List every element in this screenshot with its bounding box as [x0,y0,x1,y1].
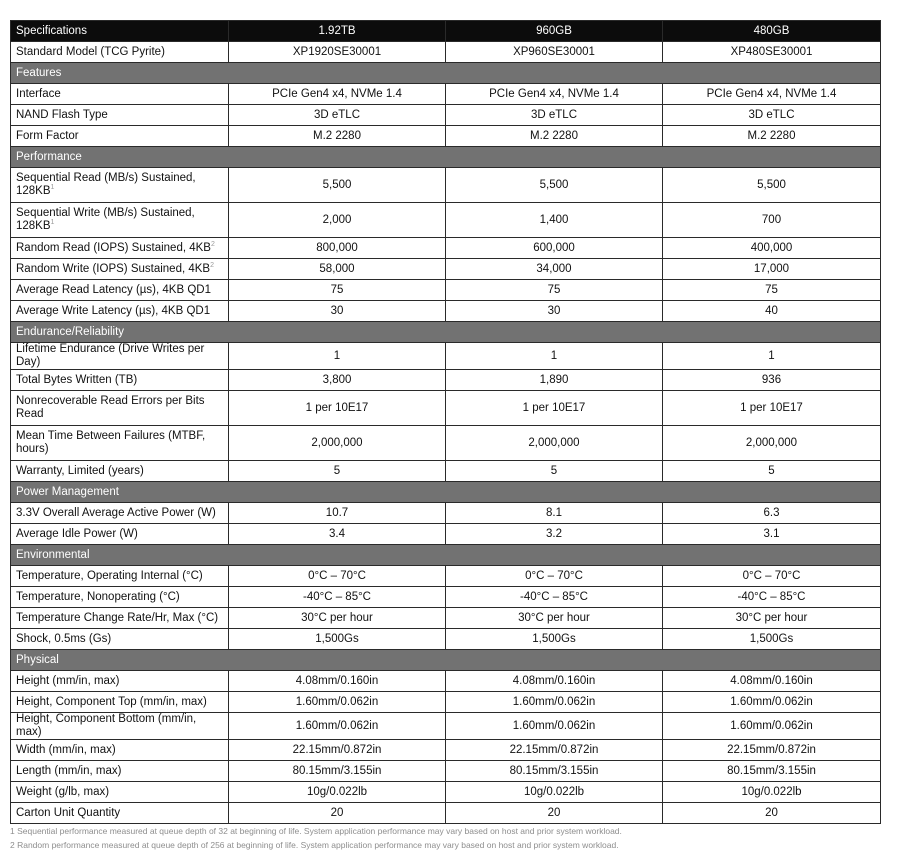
row-label: Average Idle Power (W) [16,527,138,540]
row-label-cell [11,761,229,782]
row-label: Length (mm/in, max) [16,764,122,777]
cell-value: 1.60mm/0.062in [446,692,663,713]
cell-value: 3D eTLC [446,105,663,126]
row-label-cell [11,370,229,391]
spec-row [11,713,881,740]
cell-value: 6.3 [663,503,881,524]
section-title: Features [11,63,881,84]
cell-value: 22.15mm/0.872in [229,740,446,761]
spec-row [11,671,881,692]
cell-value: 1 [446,343,663,370]
cell-value: 1.60mm/0.062in [446,713,663,740]
cell-value: M.2 2280 [229,126,446,147]
row-label: Carton Unit Quantity [16,806,121,819]
spec-row [11,524,881,545]
row-label-cell [11,84,229,105]
row-label: Shock, 0.5ms (Gs) [16,632,112,645]
row-label-cell [11,587,229,608]
footnotes [10,824,890,852]
cell-value: 1.60mm/0.062in [229,692,446,713]
row-label: Lifetime Endurance (Drive Writes per Day) [16,343,205,368]
cell-value: 4.08mm/0.160in [663,671,881,692]
cell-value: 1,500Gs [663,629,881,650]
capacity-header: 480GB [663,21,881,42]
cell-value: 75 [446,280,663,301]
cell-value: 80.15mm/3.155in [229,761,446,782]
footnote: 2 Random performance measured at queue depth of 256 at beginning of life. System application performance may vary based on host and prior system workload. [10,840,619,850]
row-label-cell [11,503,229,524]
row-label: Average Write Latency (µs), 4KB QD1 [16,304,211,317]
header-title: Specifications [11,21,229,42]
row-label: Width (mm/in, max) [16,743,116,756]
cell-value: 5 [663,461,881,482]
cell-value: PCIe Gen4 x4, NVMe 1.4 [229,84,446,105]
row-label: Temperature, Nonoperating (°C) [16,590,180,603]
row-label-cell [11,524,229,545]
spec-row [11,608,881,629]
footnote-marker: 1 [50,184,55,192]
footnote-marker: 1 [50,219,55,227]
cell-value: 10.7 [229,503,446,524]
cell-value: 10g/0.022lb [229,782,446,803]
cell-value: 5,500 [663,168,881,203]
section-title: Performance [11,147,881,168]
cell-value: 1,500Gs [229,629,446,650]
cell-value: 3.2 [446,524,663,545]
cell-value: 3.4 [229,524,446,545]
row-label: Total Bytes Written (TB) [16,373,138,386]
row-label-cell [11,608,229,629]
spec-row [11,343,881,370]
header-row [11,21,881,42]
cell-value: 3,800 [229,370,446,391]
row-label: Warranty, Limited (years) [16,464,144,477]
spec-row [11,280,881,301]
cell-value: 80.15mm/3.155in [663,761,881,782]
spec-row [11,692,881,713]
section-header-row [11,147,881,168]
row-label: Interface [16,87,61,100]
cell-value: 10g/0.022lb [663,782,881,803]
spec-row [11,84,881,105]
section-title: Endurance/Reliability [11,322,881,343]
cell-value: 30°C per hour [229,608,446,629]
cell-value: 80.15mm/3.155in [446,761,663,782]
row-label-cell [11,238,229,259]
row-label-cell [11,301,229,322]
row-label-cell [11,782,229,803]
row-label-cell [11,105,229,126]
row-label-cell [11,461,229,482]
section-header-row [11,322,881,343]
row-label-cell [11,168,229,203]
row-label-cell [11,343,229,370]
spec-body [11,42,881,824]
cell-value: 30 [446,301,663,322]
cell-value: -40°C – 85°C [663,587,881,608]
cell-value: 600,000 [446,238,663,259]
cell-value: M.2 2280 [663,126,881,147]
cell-value: 1.60mm/0.062in [663,692,881,713]
capacity-header: 960GB [446,21,663,42]
spec-row [11,301,881,322]
cell-value: 1 [663,343,881,370]
cell-value: 4.08mm/0.160in [229,671,446,692]
model-row [11,42,881,63]
spec-row [11,238,881,259]
cell-value: 2,000,000 [229,426,446,461]
row-label: Temperature, Operating Internal (°C) [16,569,203,582]
cell-value: 30°C per hour [446,608,663,629]
cell-value: 4.08mm/0.160in [446,671,663,692]
cell-value: 20 [663,803,881,824]
row-label: Sequential Read (MB/s) Sustained, 128KB [16,172,196,197]
footnote: 1 Sequential performance measured at queue depth of 32 at beginning of life. System application performance may vary based on host and prior system workload. [10,826,622,836]
row-label: NAND Flash Type [16,108,108,121]
row-label: 3.3V Overall Average Active Power (W) [16,506,216,519]
cell-value: 2,000,000 [663,426,881,461]
spec-table [10,20,881,824]
cell-value: 30°C per hour [663,608,881,629]
row-label: Sequential Write (MB/s) Sustained, 128KB [16,207,195,232]
cell-value: PCIe Gen4 x4, NVMe 1.4 [663,84,881,105]
row-label: Random Write (IOPS) Sustained, 4KB [16,262,211,275]
cell-value: 936 [663,370,881,391]
spec-row [11,740,881,761]
cell-value: 0°C – 70°C [446,566,663,587]
cell-value: 5,500 [446,168,663,203]
spec-row [11,370,881,391]
spec-row [11,426,881,461]
cell-value: 800,000 [229,238,446,259]
section-header-row [11,545,881,566]
row-label: Weight (g/lb, max) [16,785,110,798]
cell-value: 5 [446,461,663,482]
section-header-row [11,63,881,84]
spec-row [11,803,881,824]
row-label-cell [11,692,229,713]
cell-value: 400,000 [663,238,881,259]
cell-value: 700 [663,203,881,238]
row-label-cell [11,126,229,147]
row-label: Height, Component Top (mm/in, max) [16,695,207,708]
cell-value: PCIe Gen4 x4, NVMe 1.4 [446,84,663,105]
cell-value: 8.1 [446,503,663,524]
cell-value: 0°C – 70°C [663,566,881,587]
row-label-cell [11,203,229,238]
cell-value: 1 per 10E17 [229,391,446,426]
cell-value: 2,000 [229,203,446,238]
cell-value: 75 [663,280,881,301]
cell-value: 1 per 10E17 [663,391,881,426]
row-label-cell [11,259,229,280]
spec-row [11,761,881,782]
spec-row [11,503,881,524]
row-label: Form Factor [16,129,79,142]
cell-value: 5 [229,461,446,482]
row-label-cell [11,629,229,650]
spec-row [11,126,881,147]
cell-value: 20 [229,803,446,824]
section-title: Physical [11,650,881,671]
row-label: Standard Model (TCG Pyrite) [11,42,229,63]
row-label: Height, Component Bottom (mm/in, max) [16,713,197,738]
cell-value: 1.60mm/0.062in [229,713,446,740]
cell-value: XP480SE30001 [663,42,881,63]
cell-value: 1,400 [446,203,663,238]
spec-row [11,587,881,608]
cell-value: 1.60mm/0.062in [663,713,881,740]
footnote-marker: 2 [210,261,214,269]
cell-value: 3D eTLC [663,105,881,126]
row-label: Random Read (IOPS) Sustained, 4KB [16,241,211,254]
spec-row [11,566,881,587]
section-title: Power Management [11,482,881,503]
cell-value: 17,000 [663,259,881,280]
row-label-cell [11,280,229,301]
spec-row [11,168,881,203]
cell-value: XP960SE30001 [446,42,663,63]
spec-row [11,259,881,280]
cell-value: 34,000 [446,259,663,280]
cell-value: 1 per 10E17 [446,391,663,426]
spec-row [11,461,881,482]
row-label: Nonrecoverable Read Errors per Bits Read [16,395,205,420]
section-title: Environmental [11,545,881,566]
cell-value: 40 [663,301,881,322]
section-header-row [11,650,881,671]
row-label-cell [11,426,229,461]
cell-value: 2,000,000 [446,426,663,461]
row-label-cell [11,803,229,824]
cell-value: 22.15mm/0.872in [663,740,881,761]
cell-value: 3D eTLC [229,105,446,126]
row-label-cell [11,713,229,740]
cell-value: 3.1 [663,524,881,545]
section-header-row [11,482,881,503]
spec-row [11,203,881,238]
cell-value: M.2 2280 [446,126,663,147]
spec-row [11,391,881,426]
row-label: Mean Time Between Failures (MTBF, hours) [16,430,206,455]
cell-value: 5,500 [229,168,446,203]
row-label-cell [11,671,229,692]
footnote-marker: 2 [210,240,215,248]
cell-value: 22.15mm/0.872in [446,740,663,761]
row-label-cell [11,740,229,761]
cell-value: 1,500Gs [446,629,663,650]
row-label: Average Read Latency (µs), 4KB QD1 [16,283,211,296]
row-label: Temperature Change Rate/Hr, Max (°C) [16,611,219,624]
cell-value: 1,890 [446,370,663,391]
spec-row [11,782,881,803]
cell-value: 30 [229,301,446,322]
cell-value: 10g/0.022lb [446,782,663,803]
row-label-cell [11,566,229,587]
cell-value: 1 [229,343,446,370]
cell-value: 75 [229,280,446,301]
row-label: Height (mm/in, max) [16,674,120,687]
spec-row [11,629,881,650]
cell-value: 58,000 [229,259,446,280]
spec-row [11,105,881,126]
row-label-cell [11,391,229,426]
capacity-header: 1.92TB [229,21,446,42]
cell-value: -40°C – 85°C [446,587,663,608]
cell-value: XP1920SE30001 [229,42,446,63]
cell-value: 20 [446,803,663,824]
cell-value: 0°C – 70°C [229,566,446,587]
cell-value: -40°C – 85°C [229,587,446,608]
